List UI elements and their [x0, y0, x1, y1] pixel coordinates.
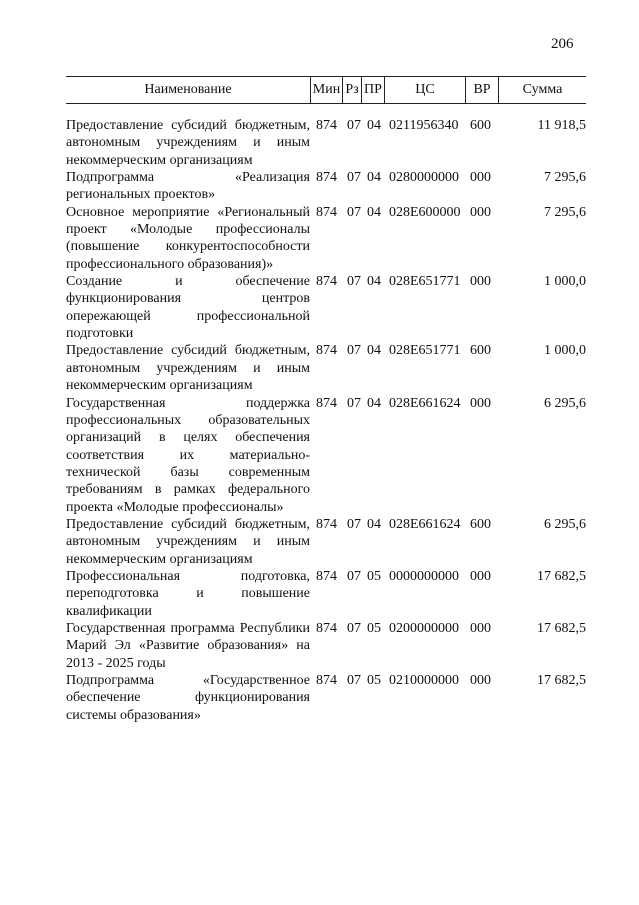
row-pr: 04 — [367, 204, 381, 220]
table-row — [66, 620, 586, 672]
row-min: 874 — [316, 170, 337, 186]
table-row — [66, 568, 586, 620]
row-cs: 028E651771 — [389, 343, 461, 359]
row-cs: 028E661624 — [389, 395, 461, 411]
row-rz: 07 — [347, 118, 361, 133]
row-vr: 000 — [470, 274, 491, 290]
row-cs: 0210000000 — [389, 673, 459, 688]
table-row — [66, 204, 586, 273]
row-rz: 07 — [347, 620, 361, 636]
row-sum: 7 295,6 — [544, 170, 586, 186]
row-pr: 05 — [367, 620, 381, 636]
row-vr: 000 — [470, 673, 491, 688]
row-rz: 07 — [347, 274, 361, 290]
row-sum: 1 000,0 — [544, 343, 586, 359]
table-header — [66, 76, 586, 104]
row-cs: 028E661624 — [389, 516, 461, 532]
row-min: 874 — [316, 343, 337, 359]
row-min: 874 — [316, 620, 337, 636]
row-name: Создание и обеспечение функционирования центров опережающей профессиональной подготовки — [66, 274, 310, 342]
table-row — [66, 672, 586, 724]
header-vr: ВР — [473, 82, 491, 97]
row-rz: 07 — [347, 673, 361, 688]
table-body — [66, 117, 586, 724]
row-vr: 000 — [470, 568, 491, 584]
row-name: Подпрограмма «Реализация региональных проектов» — [66, 170, 310, 203]
header-cs: ЦС — [415, 82, 435, 97]
row-pr: 04 — [367, 516, 381, 532]
row-min: 874 — [316, 204, 337, 220]
row-min: 874 — [316, 568, 337, 584]
row-pr: 04 — [367, 395, 381, 411]
row-sum: 17 682,5 — [537, 568, 586, 584]
row-sum: 17 682,5 — [537, 673, 586, 688]
row-cs: 0211956340 — [389, 118, 459, 133]
row-cs: 0000000000 — [389, 568, 459, 584]
row-rz: 07 — [347, 343, 361, 359]
row-vr: 000 — [470, 170, 491, 186]
row-pr: 04 — [367, 118, 381, 133]
row-min: 874 — [316, 118, 337, 133]
table-row — [66, 342, 586, 394]
row-vr: 000 — [470, 620, 491, 636]
row-rz: 07 — [347, 516, 361, 532]
table-row — [66, 169, 586, 204]
row-min: 874 — [316, 274, 337, 290]
row-name: Предоставление субсидий бюджетным, автономным учреждениям и иным некоммерческим организациям — [66, 118, 310, 168]
row-pr: 04 — [367, 343, 381, 359]
row-cs: 028E600000 — [389, 204, 461, 220]
row-min: 874 — [316, 516, 337, 532]
header-min: Мин — [312, 82, 341, 97]
row-pr: 04 — [367, 274, 381, 290]
row-vr: 600 — [470, 343, 491, 359]
row-name: Государственная программа Республики Марий Эл «Развитие образования» на 2013 - 2025 годы — [66, 620, 310, 671]
header-name: Наименование — [144, 82, 232, 97]
row-name: Государственная поддержка профессиональных образовательных организаций в целях обеспечения соответствия их материально-технической базы современным требованиям в рамках федерального проекта «Молодые профессионалы» — [66, 395, 310, 515]
row-pr: 04 — [367, 170, 381, 186]
page-number: 206 — [551, 36, 574, 52]
row-pr: 05 — [367, 568, 381, 584]
table-row — [66, 516, 586, 568]
row-cs: 0280000000 — [389, 170, 459, 186]
row-min: 874 — [316, 395, 337, 411]
row-name: Профессиональная подготовка, переподготовка и повышение квалификации — [66, 568, 310, 619]
row-rz: 07 — [347, 170, 361, 186]
header-rz: Рз — [345, 82, 359, 97]
row-sum: 6 295,6 — [544, 395, 586, 411]
row-rz: 07 — [347, 204, 361, 220]
row-vr: 000 — [470, 395, 491, 411]
row-vr: 600 — [470, 118, 491, 133]
table-row — [66, 117, 586, 169]
row-sum: 1 000,0 — [544, 274, 586, 290]
row-min: 874 — [316, 673, 337, 688]
header-sum: Сумма — [522, 82, 563, 97]
table-row — [66, 395, 586, 516]
row-sum: 7 295,6 — [544, 204, 586, 220]
header-pr: ПР — [364, 82, 382, 97]
row-cs: 0200000000 — [389, 620, 459, 636]
row-name: Основное мероприятие «Региональный проект «Молодые профессионалы (повышение конкурентоспособности профессионального образования)» — [66, 204, 310, 272]
row-sum: 6 295,6 — [544, 516, 586, 532]
row-pr: 05 — [367, 673, 381, 688]
row-name: Предоставление субсидий бюджетным, автономным учреждениям и иным некоммерческим организациям — [66, 516, 310, 567]
row-rz: 07 — [347, 568, 361, 584]
row-name: Предоставление субсидий бюджетным, автономным учреждениям и иным некоммерческим организациям — [66, 343, 310, 394]
table-row — [66, 273, 586, 342]
row-rz: 07 — [347, 395, 361, 411]
row-sum: 17 682,5 — [537, 620, 586, 636]
row-name: Подпрограмма «Государственное обеспечение функционирования системы образования» — [66, 673, 310, 723]
row-vr: 600 — [470, 516, 491, 532]
row-cs: 028E651771 — [389, 274, 461, 290]
row-sum: 11 918,5 — [537, 118, 586, 133]
row-vr: 000 — [470, 204, 491, 220]
